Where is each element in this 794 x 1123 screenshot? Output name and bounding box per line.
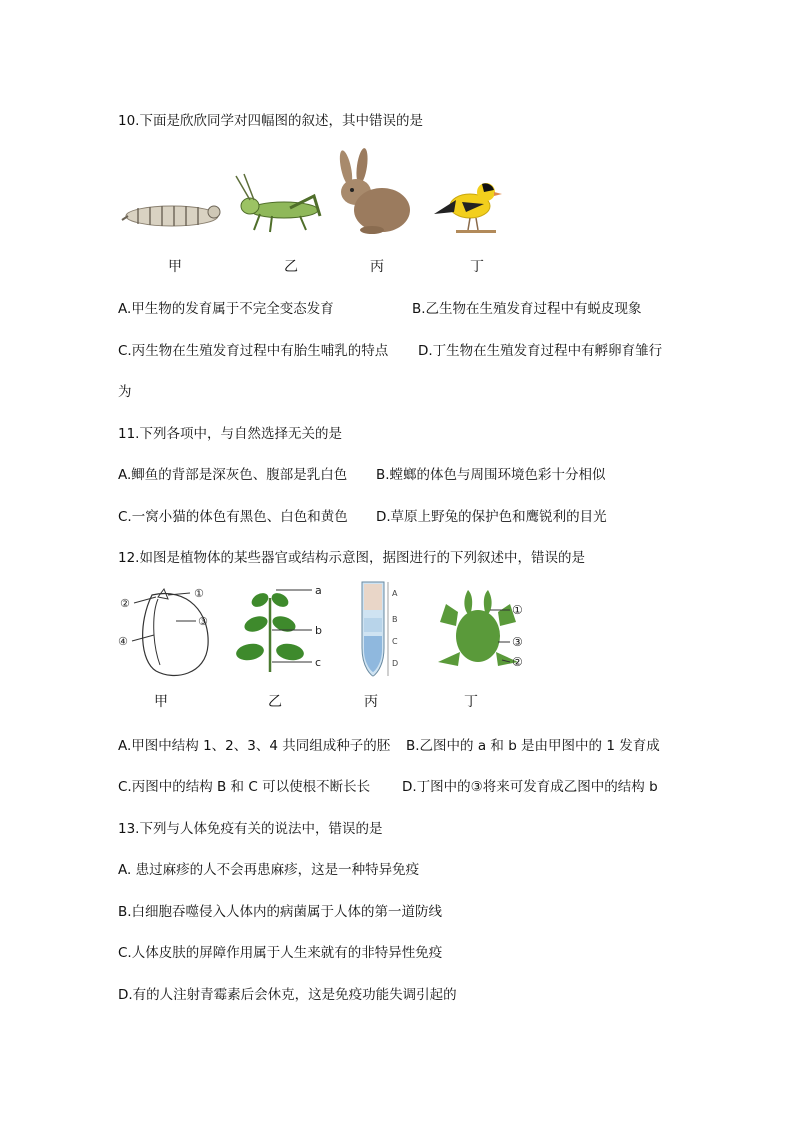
q10-option-a: A.甲生物的发育属于不完全变态发育	[118, 301, 334, 317]
q13-stem: 13.下列与人体免疫有关的说法中，错误的是	[118, 821, 383, 837]
q12-caption-jia: 甲	[154, 694, 168, 710]
q10-option-d: D.丁生物在生殖发育过程中有孵卵育雏行	[418, 343, 663, 359]
seed-label-1: ①	[194, 587, 204, 600]
plant-diagram	[232, 580, 332, 680]
q10-caption-bing: 丙	[370, 259, 384, 275]
q10-option-c: C.丙生物在生殖发育过程中有胎生哺乳的特点	[118, 343, 389, 359]
q10-option-d-cont: 为	[118, 384, 132, 400]
root-label-b: B	[392, 615, 398, 624]
q12-option-c: C.丙图中的结构 B 和 C 可以使根不断长长	[118, 779, 371, 795]
q13-option-a: A. 患过麻疹的人不会再患麻疹，这是一种特异免疫	[118, 862, 420, 878]
q10-caption-yi: 乙	[284, 259, 298, 275]
seed-label-2: ②	[120, 597, 130, 610]
q10-caption-jia: 甲	[168, 259, 182, 275]
q11-option-c: C.一窝小猫的体色有黑色、白色和黄色	[118, 509, 348, 525]
q12-option-b: B.乙图中的 a 和 b 是由甲图中的 1 发育成	[406, 738, 660, 754]
q12-stem: 12.如图是植物体的某些器官或结构示意图，据图进行的下列叙述中，错误的是	[118, 550, 585, 566]
seedling-diagram	[430, 582, 530, 674]
q12-option-d: D.丁图中的③将来可发育成乙图中的结构 b	[402, 779, 658, 795]
q12-caption-bing: 丙	[364, 694, 378, 710]
root-label-c: C	[392, 637, 398, 646]
q13-option-c: C.人体皮肤的屏障作用属于人生来就有的非特异性免疫	[118, 945, 443, 961]
seed-label-4: ④	[118, 635, 128, 648]
grasshopper-image	[230, 172, 326, 236]
root-label-d: D	[392, 659, 399, 668]
seedling-label-3: ③	[512, 635, 523, 649]
q12-caption-yi: 乙	[268, 694, 282, 710]
q11-stem: 11.下列各项中，与自然选择无关的是	[118, 426, 342, 442]
q10-stem: 10.下面是欣欣同学对四幅图的叙述，其中错误的是	[118, 113, 423, 129]
root-label-a: A	[392, 589, 398, 598]
q11-option-a: A.鲫鱼的背部是深灰色、腹部是乳白色	[118, 467, 348, 483]
q13-option-d: D.有的人注射青霉素后会休克，这是免疫功能失调引起的	[118, 987, 457, 1003]
q12-caption-ding: 丁	[464, 694, 478, 710]
root-tip-diagram	[348, 578, 408, 682]
q13-option-b: B.白细胞吞噬侵入人体内的病菌属于人体的第一道防线	[118, 904, 443, 920]
plant-label-a: a	[315, 584, 322, 597]
plant-label-c: c	[315, 656, 322, 669]
seedling-label-2: ②	[512, 655, 523, 669]
q10-option-b: B.乙生物在生殖发育过程中有蜕皮现象	[412, 301, 642, 317]
q10-caption-ding: 丁	[470, 259, 484, 275]
q11-option-b: B.螳螂的体色与周围环境色彩十分相似	[376, 467, 606, 483]
q11-option-d: D.草原上野兔的保护色和鹰锐利的目光	[376, 509, 607, 525]
q12-option-a: A.甲图中结构 1、2、3、4 共同组成种子的胚	[118, 738, 391, 754]
rabbit-image	[332, 148, 414, 236]
seed-diagram	[118, 583, 218, 683]
plant-label-b: b	[315, 624, 322, 637]
silkworm-image	[120, 190, 222, 234]
seed-label-3: ③	[198, 615, 208, 628]
goldfinch-image	[426, 172, 512, 236]
seedling-label-1: ①	[512, 603, 523, 617]
